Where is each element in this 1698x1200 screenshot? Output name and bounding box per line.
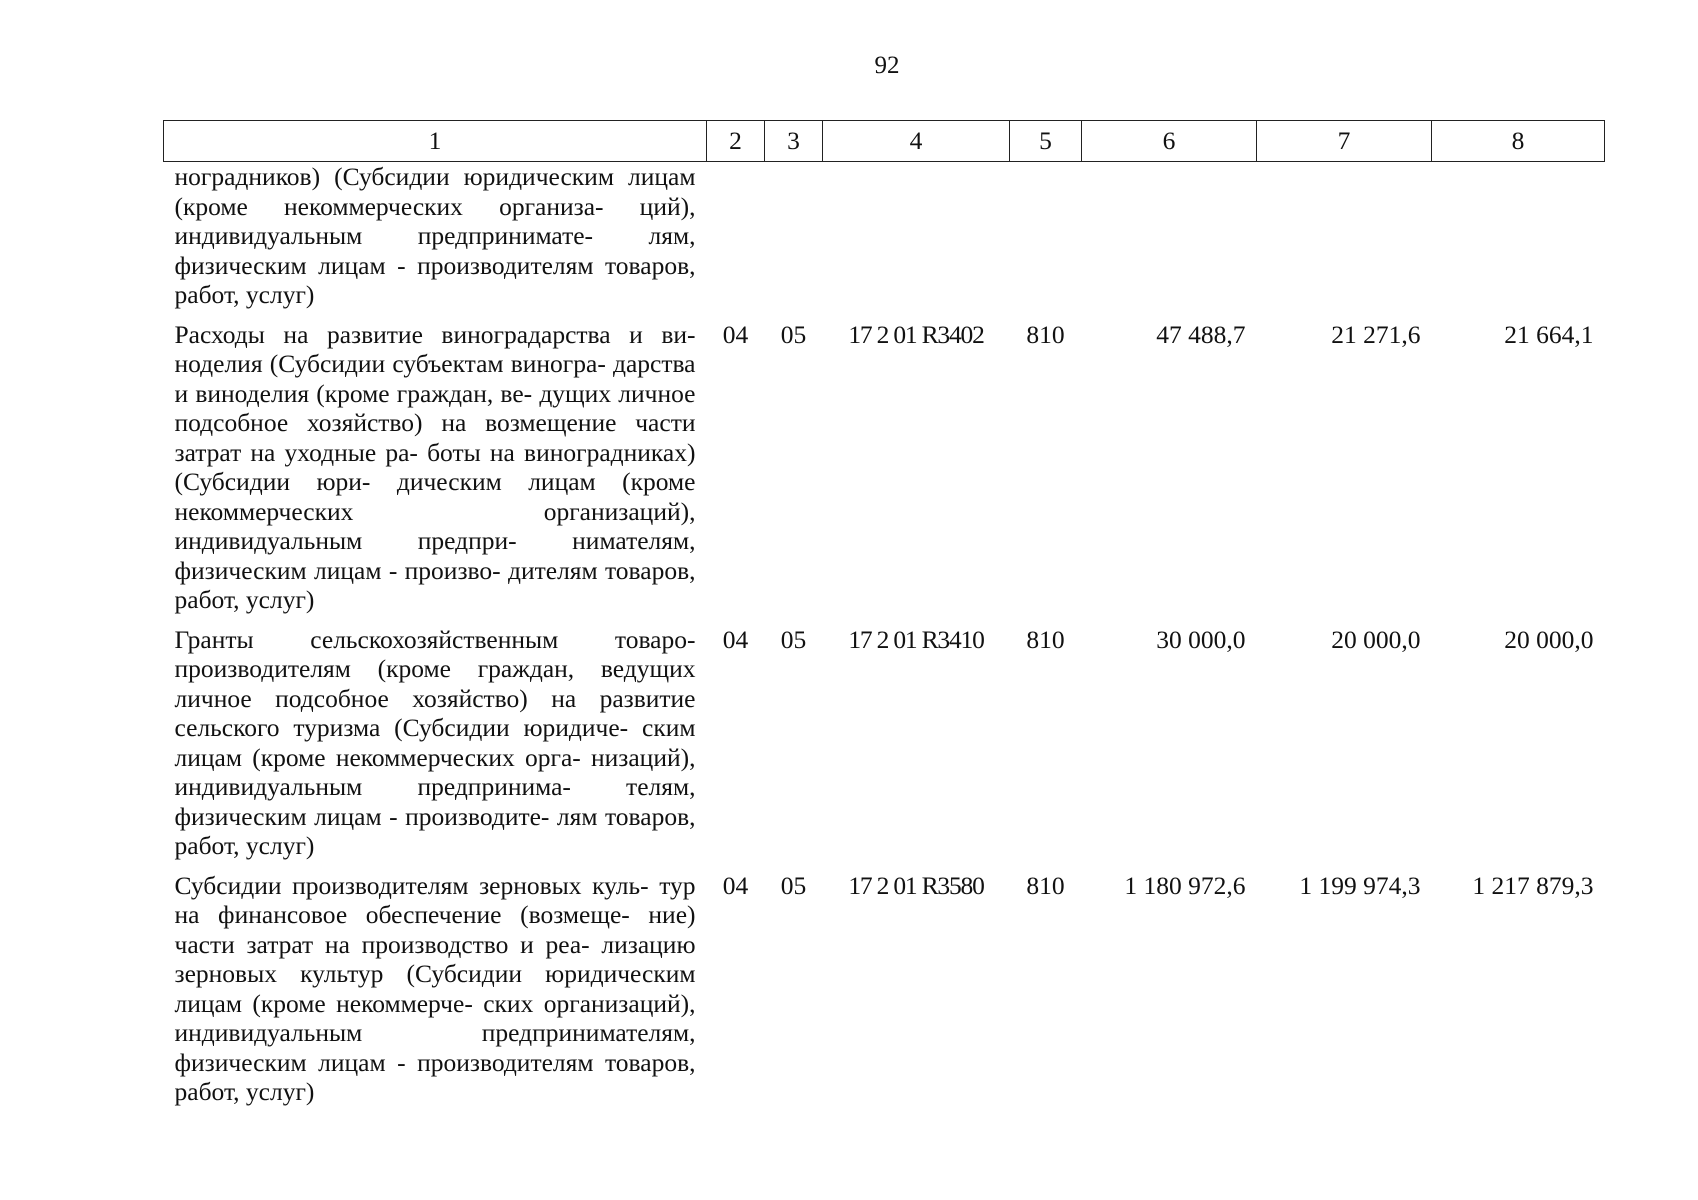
budget-table bbox=[163, 120, 1605, 1117]
row-expense-type bbox=[1010, 162, 1082, 320]
row-expense-type: 810 bbox=[1026, 624, 1065, 654]
header-col-7: 7 bbox=[1257, 121, 1432, 162]
row-amount-year2: 20 000,0 bbox=[1331, 624, 1421, 654]
row-expense-type: 810 bbox=[1026, 870, 1065, 900]
table-row bbox=[164, 162, 1605, 320]
row-amount-year2: 21 271,6 bbox=[1331, 319, 1421, 349]
header-col-2: 2 bbox=[707, 121, 765, 162]
row-amount-year2: 1 199 974,3 bbox=[1299, 870, 1421, 900]
table-row bbox=[164, 320, 1605, 625]
row-description: Расходы на развитие виноградарства и ви- ноделия (Субсидии субъектам виногра- дарства и виноделия (кроме граждан, ве- дущих личное подсобное хозяйство) на возмещение части затрат на уходные ра- боты на виноградниках) (Субсидии юри- дическим лицам (кроме некоммерческих организаций), индивидуальным предпри- нимателям, физическим лицам - произво- дителям товаров, работ, услуг) bbox=[174, 319, 696, 614]
row-amount-year3 bbox=[1432, 162, 1605, 320]
header-col-1: 1 bbox=[164, 121, 707, 162]
row-subsection-code: 05 bbox=[780, 870, 807, 900]
row-amount-year3: 21 664,1 bbox=[1504, 319, 1594, 349]
row-description: ноградников) (Субсидии юридическим лицам (кроме некоммерческих организа- ций), индивидуальным предпринимате- лям, физическим лицам - производителям товаров, работ, услуг) bbox=[174, 162, 696, 309]
row-target-article: 17 2 01 R3410 bbox=[848, 624, 984, 654]
row-description: Гранты сельскохозяйственным товаро- производителям (кроме граждан, ведущих личное подсобное хозяйство) на развитие сельского туризма (Субсидии юридиче- ским лицам (кроме некоммерческих орга- низаций), индивидуальным предпринима- телям, физическим лицам - производите- лям товаров, работ, услуг) bbox=[174, 624, 696, 860]
table-row bbox=[164, 625, 1605, 871]
page-number: 92 bbox=[874, 52, 900, 79]
row-subsection-code bbox=[765, 162, 823, 320]
row-amount-year3: 1 217 879,3 bbox=[1472, 870, 1594, 900]
row-amount-year1 bbox=[1082, 162, 1257, 320]
header-row bbox=[164, 121, 1605, 162]
header-col-3: 3 bbox=[765, 121, 823, 162]
row-amount-year1: 1 180 972,6 bbox=[1124, 870, 1246, 900]
row-amount-year2 bbox=[1257, 162, 1432, 320]
row-target-article: 17 2 01 R3402 bbox=[848, 319, 984, 349]
table-row bbox=[164, 871, 1605, 1117]
row-subsection-code: 05 bbox=[780, 624, 807, 654]
header-col-6: 6 bbox=[1082, 121, 1257, 162]
header-col-8: 8 bbox=[1432, 121, 1605, 162]
row-amount-year1: 47 488,7 bbox=[1156, 319, 1246, 349]
row-amount-year1: 30 000,0 bbox=[1156, 624, 1246, 654]
header-col-5: 5 bbox=[1010, 121, 1082, 162]
row-description: Субсидии производителям зерновых куль- тур на финансовое обеспечение (возмеще- ние) части затрат на производство и реа- лизацию зерновых культур (Субсидии юридическим лицам (кроме некоммерче- ских организаций), индивидуальным предпринимателям, физическим лицам - производителям товаров, работ, услуг) bbox=[174, 870, 696, 1106]
row-amount-year3: 20 000,0 bbox=[1504, 624, 1594, 654]
row-section-code: 04 bbox=[722, 870, 749, 900]
row-expense-type: 810 bbox=[1026, 319, 1065, 349]
row-section-code: 04 bbox=[722, 319, 749, 349]
header-col-4: 4 bbox=[823, 121, 1010, 162]
row-target-article: 17 2 01 R3580 bbox=[848, 870, 984, 900]
row-section-code: 04 bbox=[722, 624, 749, 654]
row-subsection-code: 05 bbox=[780, 319, 807, 349]
row-section-code bbox=[707, 162, 765, 320]
row-target-article bbox=[823, 162, 1010, 320]
